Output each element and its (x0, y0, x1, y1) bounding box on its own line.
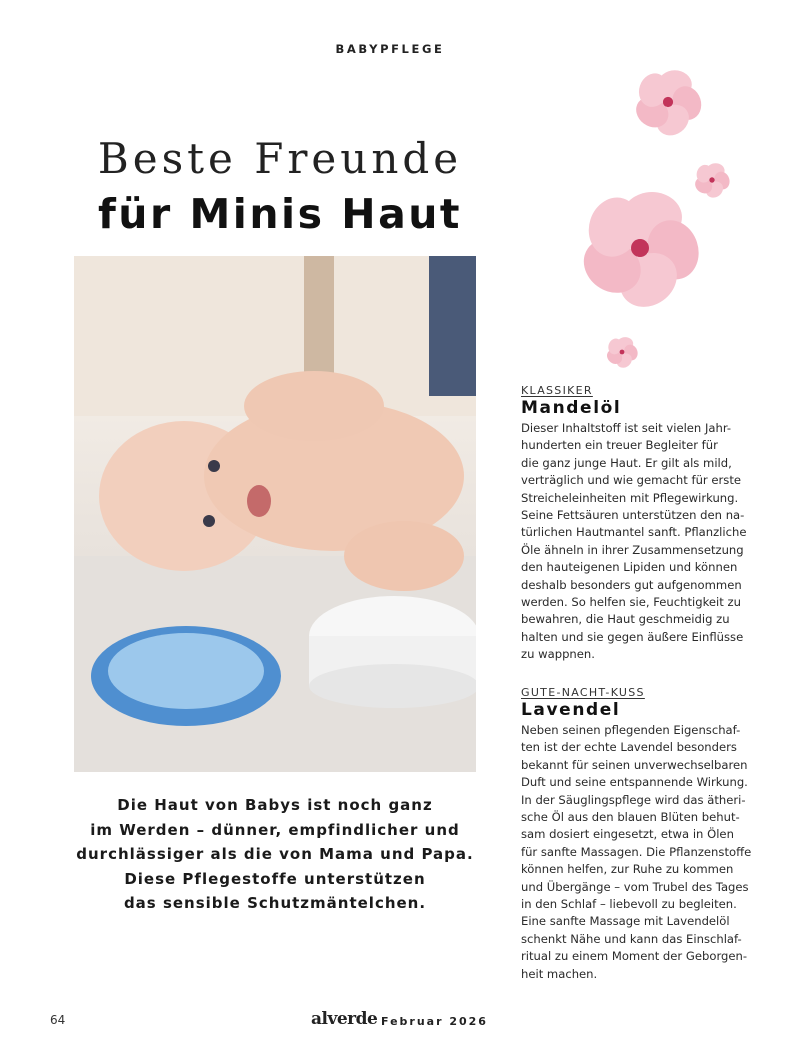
section-lavendel (521, 686, 752, 983)
page-number: 64 (50, 1013, 66, 1027)
text-line: die ganz junge Haut. Er gilt als mild, (521, 455, 732, 470)
text-line: halten und sie gegen äußere Einflüsse (521, 629, 744, 644)
text-line: deshalb besonders gut aufgenommen (521, 577, 742, 592)
text-line: durchlässiger als die von Mama und Papa. (76, 845, 474, 863)
text-line: für sanfte Massagen. Die Pflanzenstoffe (521, 844, 752, 859)
text-line: verträglich und wie gemacht für erste (521, 473, 741, 488)
text-line: Duft und seine entspannende Wirkung. (521, 775, 748, 790)
text-line: sam dosiert eingesetzt, etwa in Ölen (521, 827, 734, 842)
text-line: bekannt für seinen unverwechselbaren (521, 757, 748, 772)
text-line: Seine Fettsäuren unterstützen den na- (521, 508, 745, 523)
section-heading: Lavendel (521, 700, 621, 720)
text-line: hunderten ein treuer Begleiter für (521, 438, 718, 453)
text-line: können helfen, zur Ruhe zu kommen (521, 862, 734, 877)
intro-caption (60, 793, 490, 916)
text-line: und Übergänge – vom Trubel des Tages (521, 879, 749, 894)
text-line: werden. So helfen sie, Feuchtigkeit zu (521, 595, 741, 610)
cherry-blossom-illustration (540, 60, 760, 380)
section-body (521, 722, 752, 983)
text-line: Die Haut von Babys ist noch ganz (117, 796, 433, 814)
text-line: heit machen. (521, 966, 598, 981)
text-line: Neben seinen pflegenden Eigenschaf- (521, 723, 741, 737)
text-line: den hauteigenen Lipiden und können (521, 560, 738, 575)
baby-photo (74, 256, 476, 772)
issue-date: Februar 2026 (381, 1015, 488, 1028)
text-line: sche Öl aus den blauen Blüten behut- (521, 810, 740, 825)
section-mandeloel (521, 384, 746, 664)
text-line: ten ist der echte Lavendel besonders (521, 740, 737, 755)
text-line: Streicheleinheiten mit Pflegewirkung. (521, 490, 739, 505)
text-line: zu wappnen. (521, 647, 595, 662)
brand-logo: alverde (311, 1009, 378, 1029)
text-line: Diese Pflegestoffe unterstützen (124, 869, 426, 888)
text-line: Öle ähneln in ihrer Zusammensetzung (521, 542, 744, 557)
section-kicker: KLASSIKER (521, 384, 593, 397)
text-line: in den Schlaf – liebevoll zu begleiten. (521, 897, 737, 912)
text-line: In der Säuglingspflege wird das ätheri- (521, 792, 746, 807)
title-line-1: Beste Freunde (97, 134, 463, 183)
blossom-icon (573, 70, 732, 371)
section-heading: Mandelöl (521, 398, 622, 418)
text-line: schenkt Nähe und kann das Einschlaf- (521, 931, 742, 946)
text-line: Dieser Inhaltstoff ist seit vielen Jahr- (521, 421, 732, 435)
text-line: das sensible Schutzmäntelchen. (123, 894, 427, 912)
text-line: Eine sanfte Massage mit Lavendelöl (521, 914, 730, 929)
text-line: im Werden – dünner, empfindlicher und (90, 820, 460, 839)
title-line-2: für Minis Haut (97, 190, 463, 238)
text-line: bewahren, die Haut geschmeidig zu (521, 612, 730, 627)
section-kicker: GUTE-NACHT-KUSS (521, 686, 645, 699)
text-line: türlichen Hautmantel sanft. Pflanzliche (521, 525, 747, 540)
section-body (521, 420, 746, 664)
text-line: ritual zu einem Moment der Geborgen- (521, 949, 748, 964)
section-label: BABYPFLEGE (335, 42, 445, 56)
